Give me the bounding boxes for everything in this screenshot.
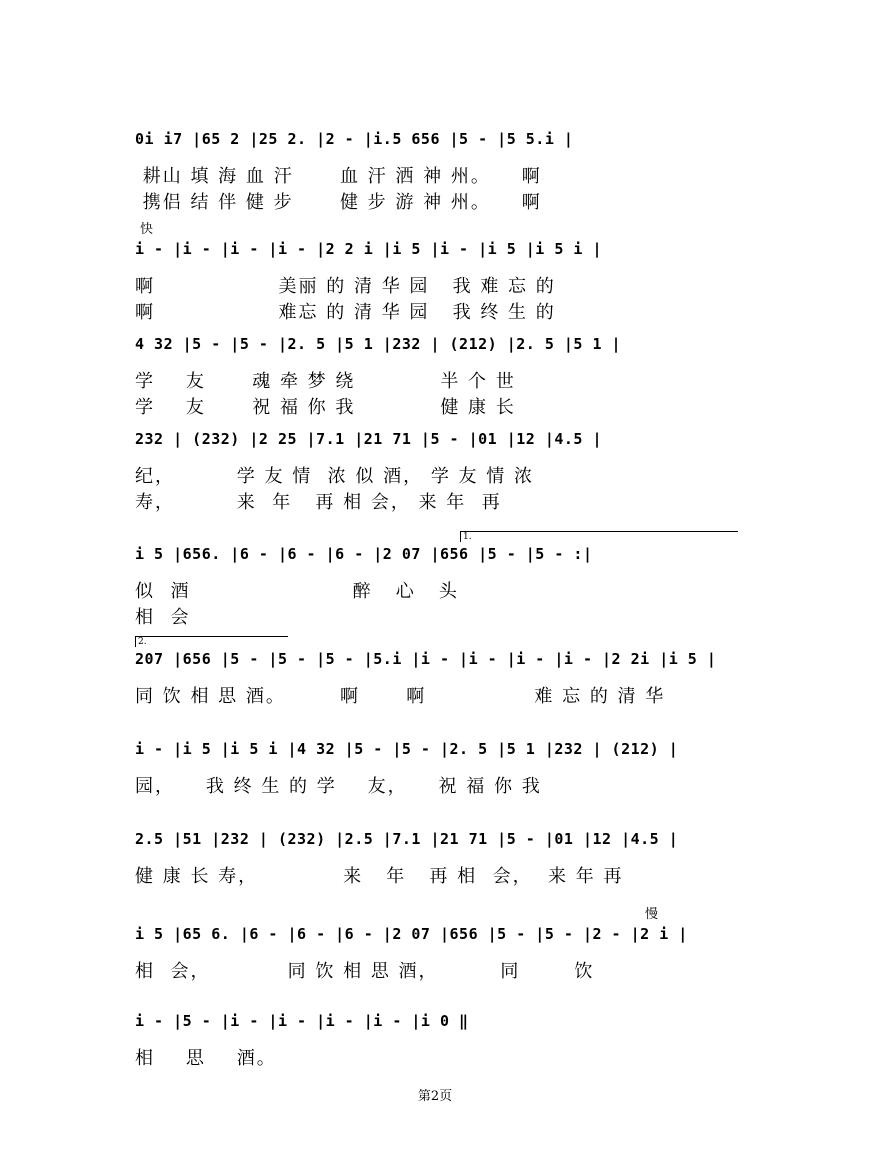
- score-system: [135, 907, 755, 983]
- volta-bracket: 1.: [460, 531, 738, 542]
- lyric-line: 似 酒 醉 心 头: [135, 581, 459, 602]
- score-system: [135, 130, 755, 214]
- notation-line: 4 32 |5 - |5 - |2. 5 |5 1 |232 | (212) |2. 5 |5 1 |: [135, 335, 622, 353]
- lyric-line: 相 思 酒。: [135, 1048, 277, 1069]
- tempo-mark: 快: [140, 222, 154, 237]
- lyric-line: 相 会， 同 饮 相 思 酒， 同 饮: [135, 961, 595, 982]
- lyric-line: 耕山 填 海 血 汗 血 汗 洒 神 州。 啊: [135, 166, 542, 187]
- notation-line: i - |5 - |i - |i - |i - |i - |i 0 ‖: [135, 1012, 469, 1030]
- volta-bracket: 2.: [135, 636, 288, 647]
- notation-line: 0i i7 |65 2 |25 2. |2 - |i.5 656 |5 - |5 5.i |: [135, 130, 574, 148]
- score-system: [135, 830, 755, 888]
- lyric-line: 健 康 长 寿， 来 年 再 相 会， 来 年 再: [135, 866, 624, 887]
- lyric-line: 学 友 祝 福 你 我 健 康 长: [135, 397, 516, 418]
- score-system: [135, 740, 755, 798]
- notation-line: 2.5 |51 |232 | (232) |2.5 |7.1 |21 71 |5 - |01 |12 |4.5 |: [135, 830, 679, 848]
- lyric-line: 园， 我 终 生 的 学 友， 祝 福 你 我: [135, 776, 542, 797]
- lyric-line: 纪， 学 友 情 浓 似 酒， 学 友 情 浓: [135, 466, 534, 487]
- notation-line: i - |i - |i - |i - |2 2 i |i 5 |i - |i 5 |i 5 i |: [135, 240, 603, 258]
- tempo-mark: 慢: [645, 907, 659, 922]
- score-system: [135, 430, 755, 514]
- score-system: [135, 335, 755, 419]
- notation-line: i 5 |65 6. |6 - |6 - |6 - |2 07 |656 |5 - |5 - |2 - |2 i |: [135, 925, 688, 943]
- notation-line: 207 |656 |5 - |5 - |5 - |5.i |i - |i - |i - |i - |2 2i |i 5 |: [135, 650, 717, 668]
- lyric-line: 啊 美丽 的 清 华 园 我 难 忘 的: [135, 276, 556, 297]
- score-system: [135, 637, 755, 708]
- notation-line: i 5 |656. |6 - |6 - |6 - |2 07 |656 |5 - |5 - :|: [135, 545, 593, 563]
- notation-line: 232 | (232) |2 25 |7.1 |21 71 |5 - |01 |12 |4.5 |: [135, 430, 603, 448]
- lyric-line: 寿， 来 年 再 相 会， 来 年 再: [135, 492, 502, 513]
- lyric-line: 相 会: [135, 607, 191, 628]
- score-system: [135, 222, 755, 324]
- lyric-line: 学 友 魂 牵 梦 绕 半 个 世: [135, 371, 516, 392]
- page-number: 第2页: [417, 1089, 453, 1104]
- score-system: [135, 532, 755, 629]
- lyric-line: 啊 难忘 的 清 华 园 我 终 生 的: [135, 302, 556, 323]
- lyric-line: 同 饮 相 思 酒。 啊 啊 难 忘 的 清 华: [135, 686, 666, 707]
- lyric-line: 携侣 结 伴 健 步 健 步 游 神 州。 啊: [135, 192, 542, 213]
- notation-line: i - |i 5 |i 5 i |4 32 |5 - |5 - |2. 5 |5 1 |232 | (212) |: [135, 740, 679, 758]
- score-system: [135, 1012, 755, 1070]
